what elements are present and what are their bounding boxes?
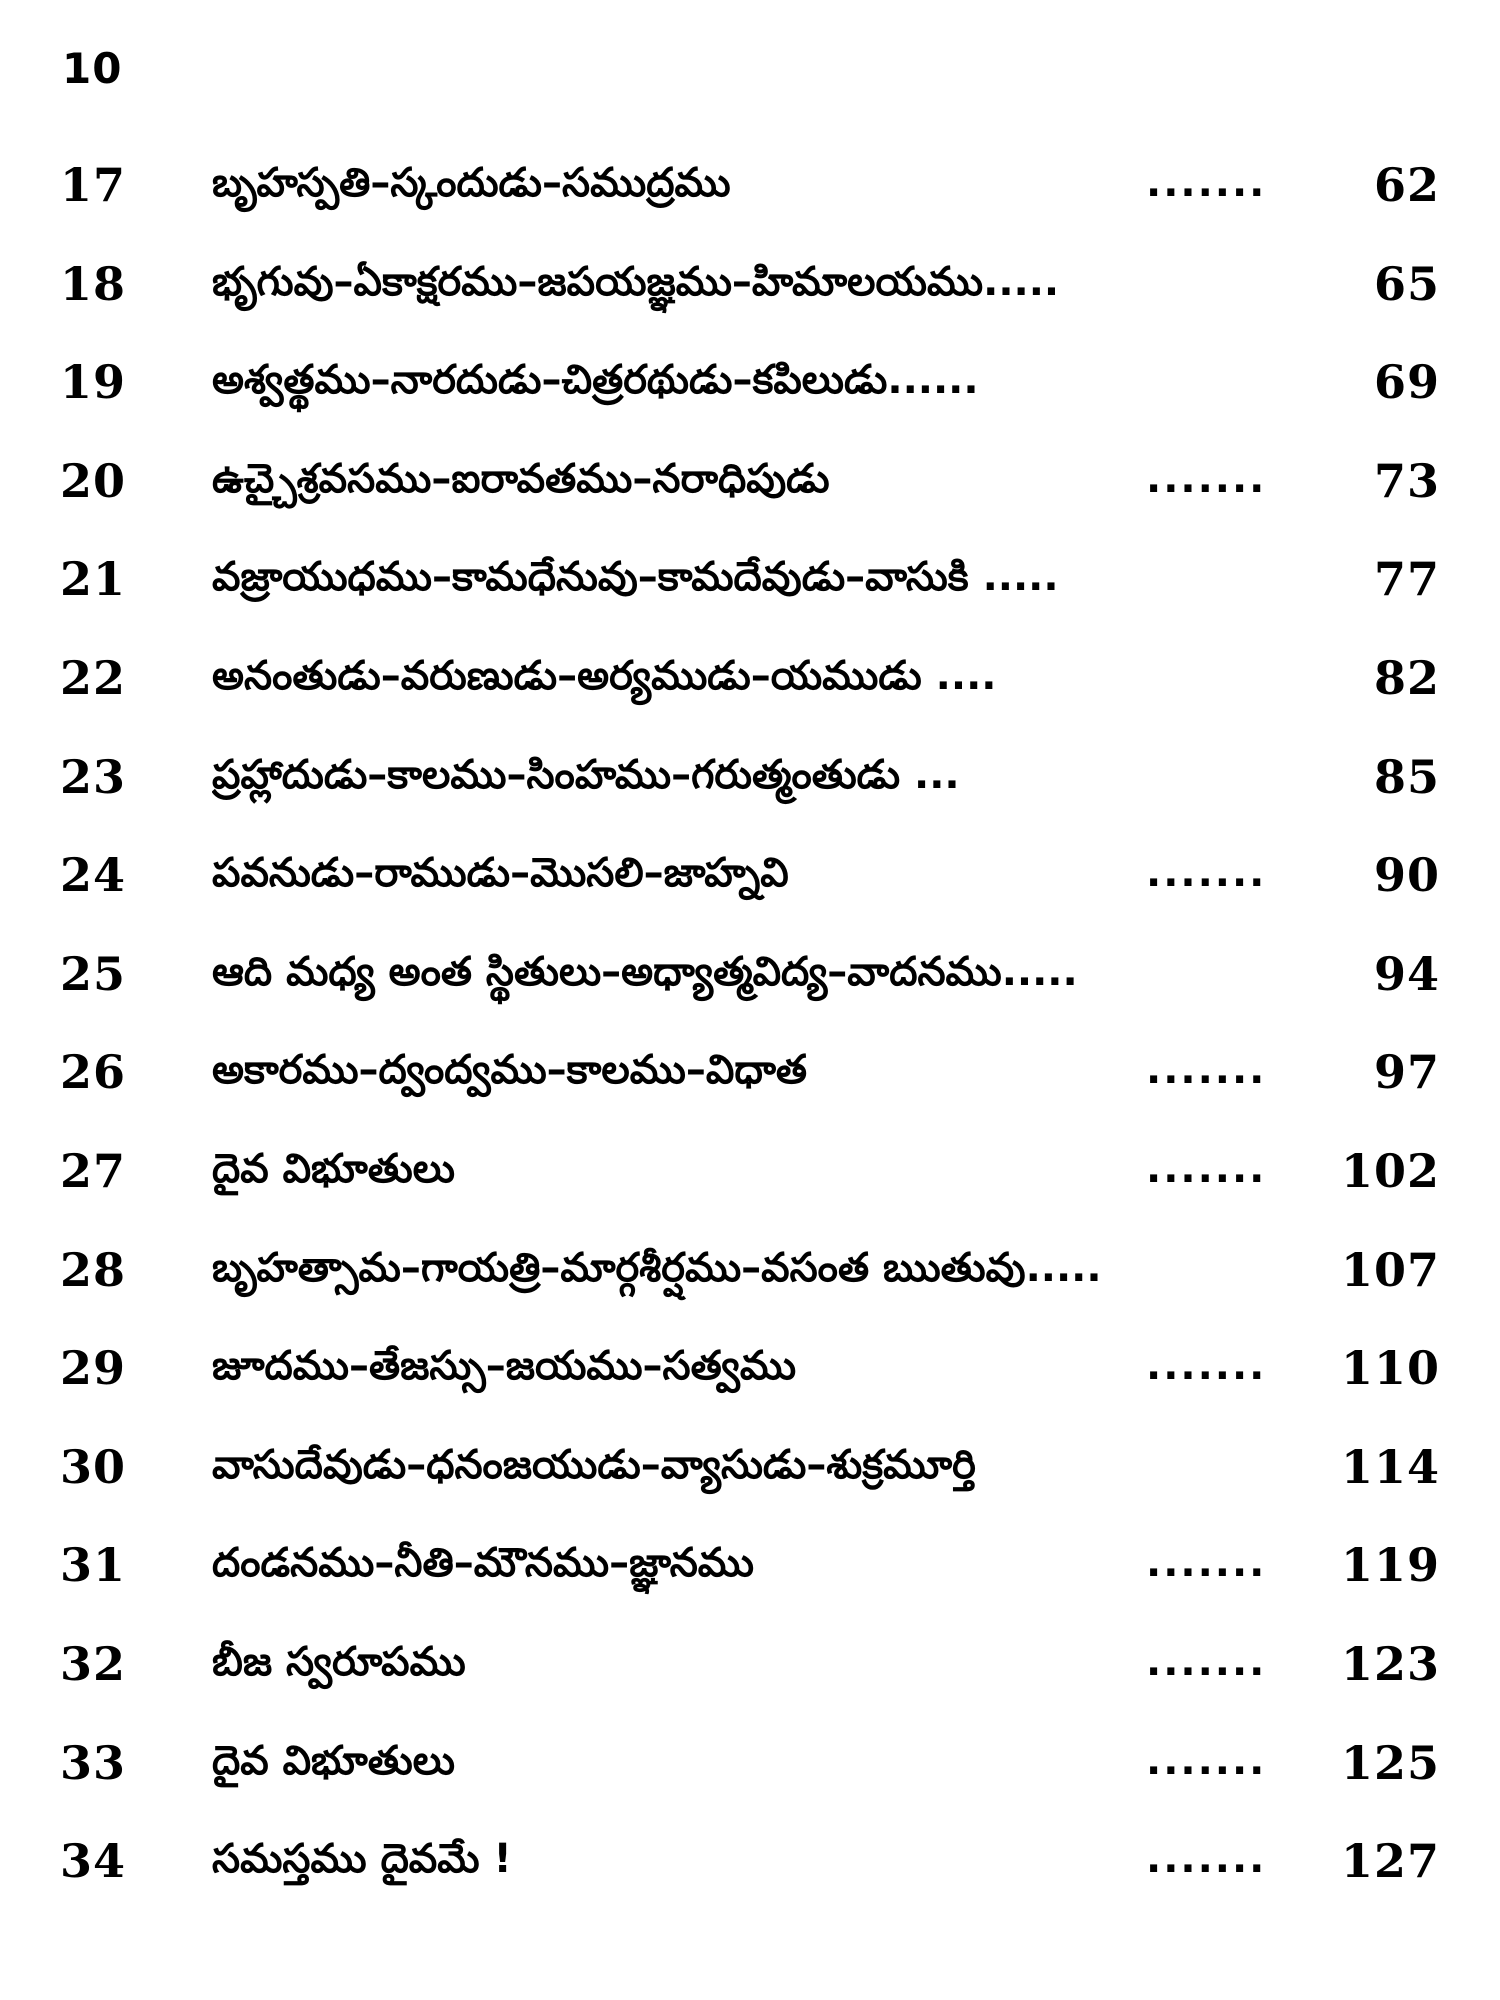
page-reference: 62 bbox=[1373, 158, 1440, 212]
dot-leader: ....... bbox=[1146, 1737, 1267, 1784]
page-reference: 107 bbox=[1340, 1242, 1440, 1297]
chapter-title: ఆది మధ్య అంత స్థితులు–అధ్యాత్మవిద్య–వాదనము..... bbox=[212, 948, 1078, 995]
page-reference: 123 bbox=[1340, 1636, 1440, 1691]
toc-row bbox=[0, 637, 1500, 736]
page-reference: 119 bbox=[1340, 1538, 1440, 1593]
chapter-number: 31 bbox=[60, 1538, 127, 1593]
page-reference: 110 bbox=[1340, 1341, 1440, 1396]
toc-row bbox=[0, 736, 1500, 835]
page-reference: 90 bbox=[1373, 848, 1440, 903]
dot-leader: ....... bbox=[1146, 1836, 1267, 1883]
chapter-number: 32 bbox=[60, 1636, 127, 1691]
toc-row bbox=[0, 1229, 1500, 1328]
chapter-number: 27 bbox=[60, 1143, 127, 1198]
chapter-number: 24 bbox=[60, 848, 127, 903]
dot-leader: ....... bbox=[1146, 1540, 1267, 1587]
chapter-number: 30 bbox=[60, 1439, 127, 1494]
chapter-title: సమస్తము దైవమే ! bbox=[212, 1836, 512, 1883]
chapter-number: 19 bbox=[60, 355, 127, 410]
page-reference: 114 bbox=[1340, 1439, 1440, 1494]
dot-leader: ....... bbox=[1146, 455, 1267, 502]
toc-row bbox=[0, 1623, 1500, 1722]
dot-leader: ....... bbox=[1146, 1638, 1267, 1685]
dot-leader: ....... bbox=[1146, 850, 1267, 897]
table-of-contents bbox=[0, 144, 1500, 1919]
page-reference: 125 bbox=[1340, 1735, 1440, 1790]
page-reference: 65 bbox=[1373, 256, 1440, 311]
page-reference: 82 bbox=[1373, 650, 1440, 705]
chapter-title: వజ్రాయుధము–కామధేనువు–కామదేవుడు–వాసుకి ..... bbox=[212, 554, 1059, 601]
dot-leader: ....... bbox=[1146, 1145, 1267, 1192]
dot-leader: ....... bbox=[1146, 1343, 1267, 1390]
toc-row bbox=[0, 1327, 1500, 1426]
chapter-title: ఉచ్చైశ్రవసము–ఐరావతము–నరాధిపుడు bbox=[212, 455, 830, 502]
page-reference: 97 bbox=[1373, 1045, 1440, 1100]
chapter-title: జూదము–తేజస్సు–జయము–సత్వము bbox=[212, 1343, 797, 1390]
chapter-number: 25 bbox=[60, 946, 127, 1001]
chapter-title: బృహత్సామ–గాయత్రి–మార్గశీర్షము–వసంత ఋతువు..... bbox=[212, 1244, 1102, 1291]
chapter-number: 18 bbox=[60, 256, 127, 311]
chapter-number: 20 bbox=[60, 453, 127, 508]
chapter-title: భృగువు–ఏకాక్షరము–జపయజ్ఞము–హిమాలయము..... bbox=[212, 258, 1060, 305]
toc-row bbox=[0, 834, 1500, 933]
chapter-title: అనంతుడు–వరుణుడు–అర్యముడు–యముడు .... bbox=[212, 652, 997, 699]
toc-row bbox=[0, 538, 1500, 637]
page-reference: 102 bbox=[1340, 1143, 1440, 1198]
chapter-title: దండనము–నీతి–మౌనము–జ్ఞానము bbox=[212, 1540, 754, 1587]
chapter-title: పవనుడు–రాముడు–మొసలి–జాహ్నవి bbox=[212, 850, 789, 897]
chapter-number: 29 bbox=[60, 1341, 127, 1396]
page-reference: 73 bbox=[1373, 453, 1440, 508]
toc-row bbox=[0, 1130, 1500, 1229]
chapter-number: 17 bbox=[60, 158, 127, 212]
toc-row bbox=[0, 1820, 1500, 1919]
chapter-number: 21 bbox=[60, 552, 127, 607]
chapter-title: ప్రహ్లాదుడు–కాలము–సింహము–గరుత్మంతుడు ... bbox=[212, 751, 960, 798]
chapter-title: అశ్వత్థము–నారదుడు–చిత్రరథుడు–కపిలుడు...... bbox=[212, 357, 979, 404]
chapter-number: 26 bbox=[60, 1045, 127, 1100]
page-number: 10 bbox=[62, 44, 123, 93]
toc-row bbox=[0, 440, 1500, 539]
toc-row bbox=[0, 341, 1500, 440]
toc-row bbox=[0, 1031, 1500, 1130]
toc-row bbox=[0, 933, 1500, 1032]
chapter-number: 34 bbox=[60, 1834, 127, 1889]
chapter-number: 23 bbox=[60, 749, 127, 804]
chapter-number: 22 bbox=[60, 650, 127, 705]
chapter-number: 33 bbox=[60, 1735, 127, 1790]
toc-row bbox=[0, 1524, 1500, 1623]
page-reference: 94 bbox=[1373, 946, 1440, 1001]
toc-row bbox=[0, 243, 1500, 342]
dot-leader: ....... bbox=[1146, 160, 1267, 206]
chapter-number: 28 bbox=[60, 1242, 127, 1297]
dot-leader: ....... bbox=[1146, 1047, 1267, 1094]
toc-row bbox=[0, 1722, 1500, 1821]
chapter-title: బృహస్పతి–స్కందుడు–సముద్రము bbox=[212, 160, 731, 206]
chapter-title: దైవ విభూతులు bbox=[212, 1145, 455, 1192]
chapter-title: అకారము–ద్వంద్వము–కాలము–విధాత bbox=[212, 1047, 808, 1094]
toc-row bbox=[0, 1426, 1500, 1525]
page-reference: 69 bbox=[1373, 355, 1440, 410]
chapter-title: వాసుదేవుడు–ధనంజయుడు–వ్యాసుడు–శుక్రమూర్తి bbox=[212, 1441, 976, 1488]
chapter-title: బీజ స్వరూపము bbox=[212, 1638, 466, 1685]
page-reference: 85 bbox=[1373, 749, 1440, 804]
chapter-title: దైవ విభూతులు bbox=[212, 1737, 455, 1784]
page-reference: 77 bbox=[1373, 552, 1440, 607]
page-reference: 127 bbox=[1340, 1834, 1440, 1889]
toc-row bbox=[0, 144, 1500, 243]
